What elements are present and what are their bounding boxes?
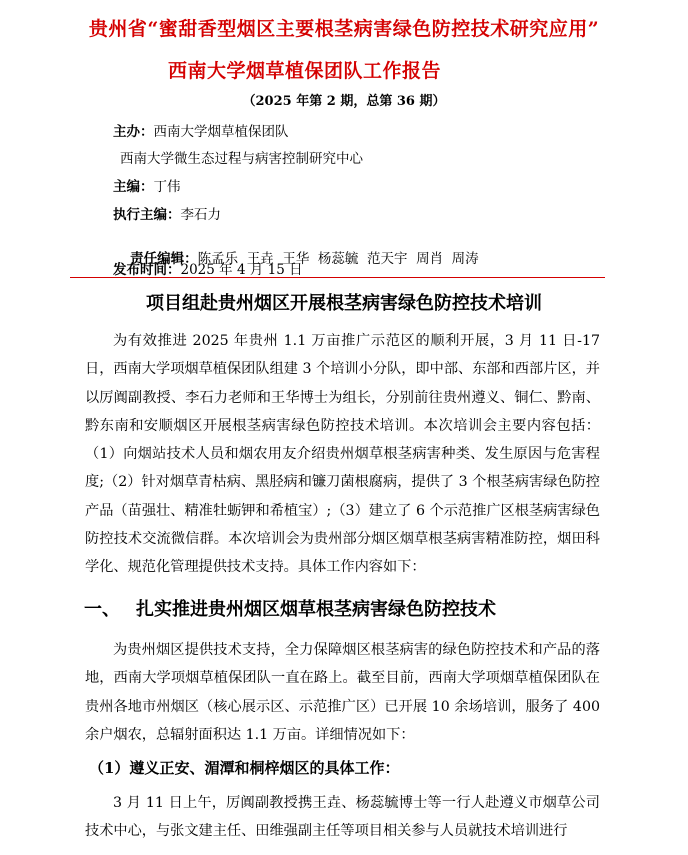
header-divider bbox=[70, 277, 605, 278]
report-title-line2: 西南大学烟草植保团队工作报告 bbox=[168, 60, 442, 82]
sponsor-2: 西南大学微生态过程与病害控制研究中心 bbox=[120, 151, 363, 167]
masthead-editor bbox=[113, 175, 181, 195]
masthead-exec-editor bbox=[113, 203, 221, 223]
publish-label: 发布时间： bbox=[113, 262, 181, 278]
subsection-1-heading: （1）遵义正安、湄潭和桐梓烟区的具体工作： bbox=[89, 759, 400, 777]
section-1-title: 扎实推进贵州烟区烟草根茎病害绿色防控技术 bbox=[136, 599, 496, 620]
section-1-number: 一、 bbox=[84, 599, 120, 620]
sponsor-1: 西南大学烟草植保团队 bbox=[153, 124, 289, 140]
section-1-paragraph: 为贵州烟区提供技术支持，全力保障烟区根茎病害的绿色防控技术和产品的落地，西南大学项烟草植保团队一直在路上。截至目前，西南大学项烟草植保团队在贵州各地市州烟区（核心展示区、示范推广区）已开展 10 余场培训，服务了 400 余户烟农，总辐射面积达 1.1 万亩。详细情况如下： bbox=[85, 642, 600, 743]
report-title-line1: 贵州省“蜜甜香型烟区主要根茎病害绿色防控技术研究应用” bbox=[88, 18, 600, 40]
article-title: 项目组赴贵州烟区开展根茎病害绿色防控技术培训 bbox=[146, 293, 542, 314]
exec-editor-name: 李石力 bbox=[180, 207, 221, 223]
intro-paragraph: 为有效推进 2025 年贵州 1.1 万亩推广示范区的顺利开展，3 月 11 日-17 日，西南大学项烟草植保团队组建 3 个培训小分队，即中部、东部和西部片区，并以厉阗副教授、李石力老师和王华博士为组长，分别前往贵州遵义、铜仁、黔南、黔东南和安顺烟区开展根茎病害绿色防控技术培训。本次培训会主要内容包括：（1）向烟站技术人员和烟农用友介绍贵州烟草根茎病害种类、发生原因与危害程度;（2）针对烟草青枯病、黑胫病和镰刀菌根腐病，提供了 3 个根茎病害绿色防控产品（苗强壮、精准牡蛎钾和希植宝）;（3）建立了 6 个示范推广区根茎病害绿色防控技术交流微信群。本次培训会为贵州部分烟区烟草根茎病害精准防控，烟田科学化、规范化管理提供技术支持。具体工作内容如下： bbox=[85, 333, 600, 576]
masthead-publish-date bbox=[113, 258, 303, 278]
masthead-sponsor-2 bbox=[120, 147, 363, 167]
subsection-1-paragraph: 3 月 11 日上午，厉阗副教授携王垚、杨蕊毓博士等一行人赴遵义市烟草公司技术中心，与张文建主任、田维强副主任等项目相关参与人员就技术培训进行 bbox=[85, 795, 600, 840]
editor-label: 主编： bbox=[113, 179, 154, 195]
publish-date: 2025 年 4 月 15 日 bbox=[180, 262, 303, 278]
exec-editor-label: 执行主编： bbox=[113, 207, 181, 223]
issue-number: （2025 年第 2 期，总第 36 期） bbox=[242, 94, 446, 109]
section-1-heading bbox=[84, 595, 496, 621]
masthead-sponsor bbox=[113, 120, 289, 140]
resp-editors-names: 陈孟乐 王垚 王华 杨蕊毓 范天宇 周肖 周涛 bbox=[197, 251, 479, 267]
editor-name: 丁伟 bbox=[153, 179, 181, 195]
sponsor-label: 主办： bbox=[113, 124, 154, 140]
resp-editors-label: 责任编辑： bbox=[130, 251, 198, 267]
